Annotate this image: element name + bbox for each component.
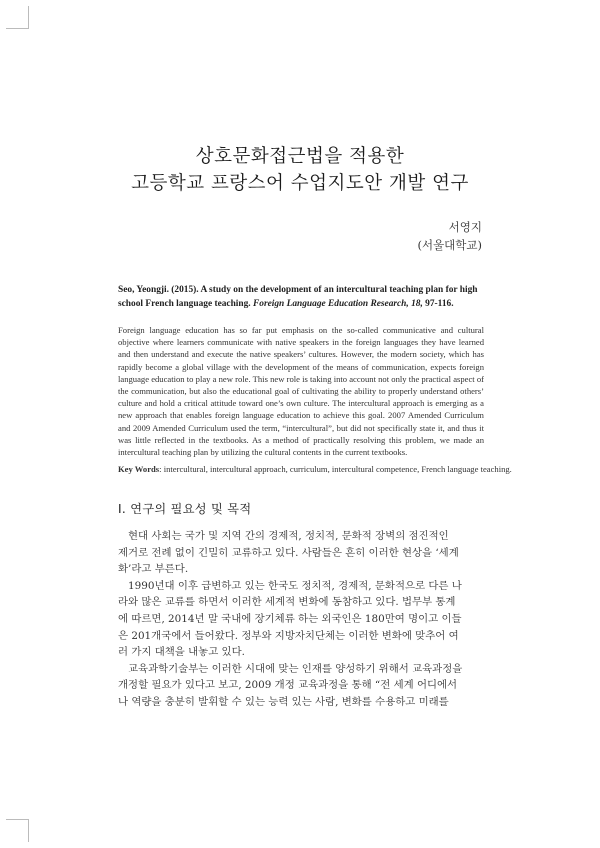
crop-mark-top-left xyxy=(6,6,29,29)
body-line: 개정할 필요가 있다고 보고, 2009 개정 교육과정을 통해 “전 세계 어디에서 xyxy=(118,679,458,692)
abstract: Foreign language education has so far put emphasis on the so-called communicative and cultural objective where learners communicate with native speakers in the foreign languages they have learned and then understand and execute the native speakers’ cultures. However, the modern society, which has rapidly become a global village with the development of the means of communication, expects foreign language education to play a new role. This new role is taking into account not only the practical aspect of the communication, but also the educational goal of cultivating the ability to properly understand others’ culture and hold a critical attitude toward one’s own culture. The intercultural approach is emerging as a new approach that enables foreign language education to achieve this goal. 2007 Amended Curriculum and 2009 Amended Curriculum used the term, “intercultural”, but did not specifically state it, and thus it was little reflected in the textbooks. As a method of practically resolving this problem, we made an intercultural teaching plan by utilizing the cultural contents in the current textbooks. xyxy=(118,325,484,458)
author-affiliation: (서울대학교) xyxy=(417,238,482,252)
title-line-2: 고등학교 프랑스어 수업지도안 개발 연구 xyxy=(131,173,469,194)
keywords xyxy=(118,463,512,475)
citation-text: Seo, Yeongji. (2015). A study on the development of an intercultural teaching plan for high school French language teaching. xyxy=(118,285,478,309)
body-line: 라와 많은 교류를 하면서 이러한 세계적 변화에 동참하고 있다. 법무부 통계 xyxy=(118,596,456,609)
paper-title xyxy=(0,143,600,197)
citation-journal: Foreign Language Education Research, 18, xyxy=(253,298,423,309)
body-line: 러 가지 대책을 내놓고 있다. xyxy=(118,646,245,659)
body-line: 현대 사회는 국가 및 지역 간의 경제적, 정치적, 문화적 장벽의 점진적인 xyxy=(128,530,449,542)
author-name: 서영지 xyxy=(448,220,482,234)
body-line: 화’라고 부른다. xyxy=(118,563,189,576)
author-block xyxy=(417,218,482,254)
body-line: 1990년대 이후 급변하고 있는 한국도 정치적, 경제적, 문화적으로 다른 나 xyxy=(128,579,462,592)
body-line: 은 201개국에서 들어왔다. 정부와 지방자치단체는 이러한 변화에 맞추어 여 xyxy=(118,629,459,642)
body-text xyxy=(118,528,484,711)
section-heading: Ⅰ. 연구의 필요성 및 목적 xyxy=(118,502,252,516)
body-line: 나 역량을 충분히 발휘할 수 있는 능력 있는 사람, 변화를 수용하고 미래를 xyxy=(118,695,449,708)
keywords-label: Key Words xyxy=(118,464,160,474)
body-line: 에 따르면, 2014년 말 국내에 장기체류 하는 외국인은 180만여 명이고 이들 xyxy=(118,612,462,625)
citation-pages: 97-116. xyxy=(425,298,454,309)
crop-mark-bottom-left xyxy=(6,819,29,842)
title-line-1: 상호문화접근법을 적용한 xyxy=(195,146,405,167)
keywords-text: : intercultural, intercultural approach, curriculum, intercultural competence, French language teaching. xyxy=(159,464,512,474)
body-line: 교육과학기술부는 이러한 시대에 맞는 인재를 양성하기 위해서 교육과정을 xyxy=(128,662,463,675)
body-line: 제거로 전례 없이 긴밀히 교류하고 있다. 사람들은 흔히 이러한 현상을 ‘세계 xyxy=(118,546,459,559)
citation xyxy=(118,284,484,311)
